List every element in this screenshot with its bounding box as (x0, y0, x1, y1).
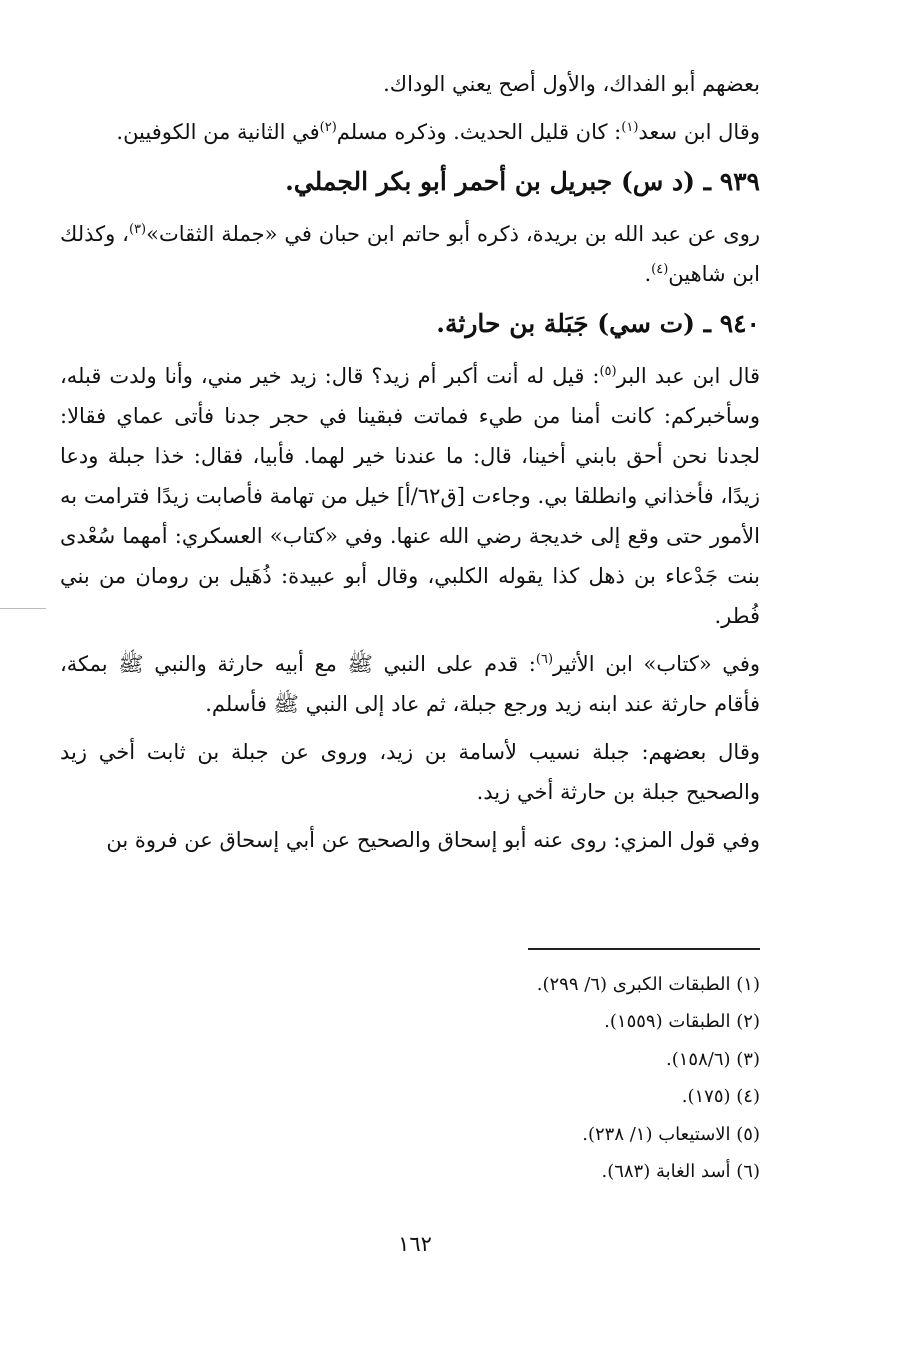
footnote-1: (١) الطبقات الكبرى (٦/ ٢٩٩). (536, 974, 760, 995)
paragraph-5-text-a: وفي «كتاب» ابن الأثير (553, 652, 760, 676)
footnote-ref-3[interactable]: (٣) (128, 222, 147, 237)
paragraph-2-text-c: في الثانية من الكوفيين. (116, 120, 320, 144)
footnote-2: (٢) الطبقات (١٥٥٩). (604, 1011, 760, 1033)
paragraph-2-text-b: : كان قليل الحديث. وذكره مسلم (336, 120, 622, 144)
footnote-4: (٤) (١٧٥). (681, 1086, 760, 1108)
footnote-ref-1[interactable]: (١) (621, 120, 639, 135)
footnote-separator (528, 948, 760, 950)
footnote-6: (٦) أسد الغابة (٦٨٣). (601, 1161, 760, 1183)
paragraph-2 (60, 112, 760, 152)
paragraph-5 (60, 644, 760, 724)
paragraph-3 (60, 214, 760, 294)
paragraph-5-text-b: : قدم على النبي ﷺ مع أبيه حارثة والنبي ﷺ بمكة، فأقام حارثة عند ابنه زيد ورجع جبلة، ثم عاد إلى النبي ﷺ فأسلم. (60, 652, 760, 716)
main-text (60, 64, 760, 868)
paragraph-3-text-b: ، وكذلك ابن شاهين (60, 222, 760, 286)
page-number: ١٦٢ (398, 1232, 432, 1256)
scan-edge-mark (0, 608, 46, 609)
footnote-5: (٥) الاستيعاب (١/ ٢٣٨). (582, 1123, 760, 1145)
paragraph-2-text-a: وقال ابن سعد (638, 120, 760, 144)
footnote-3: (٣) (١٥٨/٦). (666, 1048, 760, 1070)
paragraph-6: وقال بعضهم: جبلة نسيب لأسامة بن زيد، وروى عن جبلة بن ثابت أخي زيد والصحيح جبلة بن حارثة أخي زيد. (60, 740, 760, 804)
footnote-ref-6[interactable]: (٦) (535, 652, 554, 667)
footnotes (60, 966, 760, 1190)
paragraph-7: وفي قول المزي: روى عنه أبو إسحاق والصحيح عن أبي إسحاق عن فروة بن (106, 828, 760, 852)
entry-heading-939: ٩٣٩ ـ (د س) جبريل بن أحمر أبو بكر الجملي. (285, 167, 760, 196)
footnote-ref-5[interactable]: (٥) (599, 364, 617, 379)
paragraph-4-text-a: قال ابن عبد البر (616, 364, 760, 388)
entry-heading-940: ٩٤٠ ـ (ت سي) جَبَلة بن حارثة. (436, 309, 760, 338)
paragraph-3-text-a: روى عن عبد الله بن بريدة، ذكره أبو حاتم ابن حبان في «جملة الثقات» (146, 222, 760, 246)
paragraph-4 (60, 356, 760, 636)
paragraph-3-text-c: . (644, 262, 652, 286)
footnote-ref-4[interactable]: (٤) (651, 262, 669, 277)
footnote-ref-2[interactable]: (٢) (319, 120, 337, 135)
paragraph-4-text-b: : قيل له أنت أكبر أم زيد؟ قال: زيد خير مني، وأنا ولدت قبله، وسأخبركم: كانت أمنا من طيء فماتت فبقينا في حجر جدنا فأتى عماي فقالا: لجدنا نحن أحق بابني أخينا، قال: ما عندنا خير لهما. فأبيا، فقال: خذا جبلة ودعا زيدًا، فأخذاني وانطلقا بي. وجاءت [ق٦٢/أ] خيل من تهامة فأصابت زيدًا فترامت به الأمور حتى وقع إلى خديجة رضي الله عنها. وفي «كتاب» العسكري: أمهما سُعْدى بنت جَدْعاء بن ذهل كذا يقوله الكلبي، وقال أبو عبيدة: ذُهَيل بن رومان من بني فُطر. (60, 364, 760, 628)
paragraph-1: بعضهم أبو الفداك، والأول أصح يعني الوداك. (383, 72, 760, 96)
